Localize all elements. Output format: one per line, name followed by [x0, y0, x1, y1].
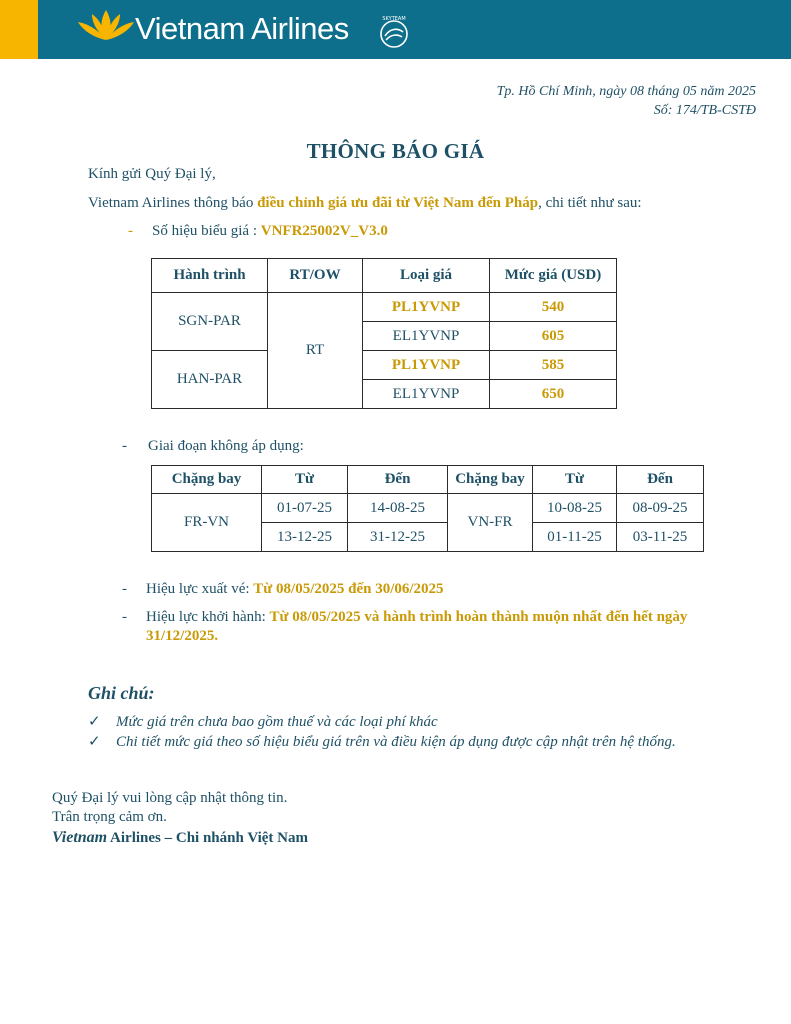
route-cell: SGN-PAR — [152, 293, 268, 351]
date-cell: 10-08-25 — [533, 494, 617, 523]
skyteam-label: SKYTEAM — [382, 16, 406, 22]
ticketing-validity — [122, 581, 444, 598]
price-cell: 540 — [490, 293, 617, 322]
place-date-block — [497, 82, 756, 120]
travel-value-line2: 31/12/2025. — [146, 628, 219, 644]
intro-highlight: điều chỉnh giá ưu đãi từ Việt Nam đến Pháp — [257, 195, 539, 211]
fare-code-label: Số hiệu biểu giá : — [152, 223, 261, 239]
travel-dash: - — [122, 609, 127, 625]
fare-type-cell: PL1YVNP — [363, 351, 490, 380]
blackout-label: Giai đoạn không áp dụng: — [148, 438, 304, 454]
header-from: Từ — [262, 466, 348, 494]
notes-heading: Ghi chú: — [88, 683, 155, 703]
date-cell: 13-12-25 — [262, 523, 348, 552]
blackout-table-header — [152, 466, 704, 494]
header-sector: Chặng bay — [152, 466, 262, 494]
note-text: Chi tiết mức giá theo số hiệu biểu giá trên và điều kiện áp dụng được cập nhật trên hệ thống. — [116, 734, 676, 750]
date-cell: 14-08-25 — [348, 494, 448, 523]
lotus-logo-icon — [76, 6, 136, 46]
intro-paragraph — [88, 195, 642, 212]
ticketing-dash: - — [122, 581, 127, 597]
place-date: Tp. Hồ Chí Minh, ngày 08 tháng 05 năm 2025 — [496, 84, 756, 99]
travel-validity — [122, 609, 687, 626]
table-row — [152, 494, 704, 523]
fare-type-cell: EL1YVNP — [363, 380, 490, 409]
fare-table-header — [152, 259, 617, 293]
route-cell: HAN-PAR — [152, 351, 268, 409]
note-item — [88, 712, 438, 731]
reference-number: Số: 174/TB-CSTĐ — [653, 103, 756, 118]
travel-value-line1: Từ 08/05/2025 và hành trình hoàn thành muộn nhất đến hết ngày — [269, 609, 688, 625]
header-from: Từ — [533, 466, 617, 494]
rt-cell: RT — [268, 293, 363, 409]
header-sector: Chặng bay — [448, 466, 533, 494]
fare-table — [151, 258, 617, 409]
greeting: Kính gửi Quý Đại lý, — [88, 166, 216, 182]
blackout-table — [151, 465, 704, 552]
header-fare-type: Loại giá — [363, 259, 490, 293]
header-price: Mức giá (USD) — [490, 259, 617, 293]
price-cell: 650 — [490, 380, 617, 409]
fare-type-cell: PL1YVNP — [363, 293, 490, 322]
price-cell: 585 — [490, 351, 617, 380]
header-to: Đến — [617, 466, 704, 494]
blackout-label-line — [122, 438, 304, 455]
checkmark-icon: ✓ — [88, 734, 101, 750]
ticketing-value: Từ 08/05/2025 đến 30/06/2025 — [253, 581, 444, 597]
fare-code-value: VNFR25002V_V3.0 — [260, 223, 388, 239]
date-cell: 08-09-25 — [617, 494, 704, 523]
page-title: THÔNG BÁO GIÁ — [306, 139, 485, 163]
header-banner — [0, 0, 791, 59]
note-item — [88, 732, 676, 751]
header-gold-strip — [0, 0, 38, 59]
closing-line-2: Trân trọng cảm ơn. — [52, 809, 167, 825]
header-rt-ow: RT/OW — [268, 259, 363, 293]
travel-label: Hiệu lực khởi hành: — [146, 609, 270, 625]
sector-cell: VN-FR — [448, 494, 533, 552]
checkmark-icon: ✓ — [88, 714, 101, 730]
signature-rest: Airlines – Chi nhánh Việt Nam — [107, 830, 308, 846]
header-to: Đến — [348, 466, 448, 494]
intro-after: , chi tiết như sau: — [538, 195, 642, 211]
date-cell: 03-11-25 — [617, 523, 704, 552]
header-route: Hành trình — [152, 259, 268, 293]
table-row — [152, 351, 617, 380]
fare-code-dash: - — [128, 223, 133, 239]
intro-before: Vietnam Airlines thông báo — [88, 195, 258, 211]
ticketing-label: Hiệu lực xuất vé: — [146, 581, 254, 597]
blackout-dash: - — [122, 438, 127, 454]
note-text: Mức giá trên chưa bao gồm thuế và các loại phí khác — [116, 714, 438, 730]
date-cell: 31-12-25 — [348, 523, 448, 552]
fare-code-line — [128, 223, 388, 240]
signature-italic: Vietnam — [52, 829, 108, 846]
skyteam-logo-icon — [374, 14, 414, 54]
brand-name: Vietnam Airlines — [135, 11, 349, 46]
price-cell: 605 — [490, 322, 617, 351]
fare-type-cell: EL1YVNP — [363, 322, 490, 351]
date-cell: 01-07-25 — [262, 494, 348, 523]
table-row — [152, 293, 617, 322]
date-cell: 01-11-25 — [533, 523, 617, 552]
closing-line-1: Quý Đại lý vui lòng cập nhật thông tin. — [52, 790, 288, 806]
signature — [52, 829, 308, 847]
sector-cell: FR-VN — [152, 494, 262, 552]
